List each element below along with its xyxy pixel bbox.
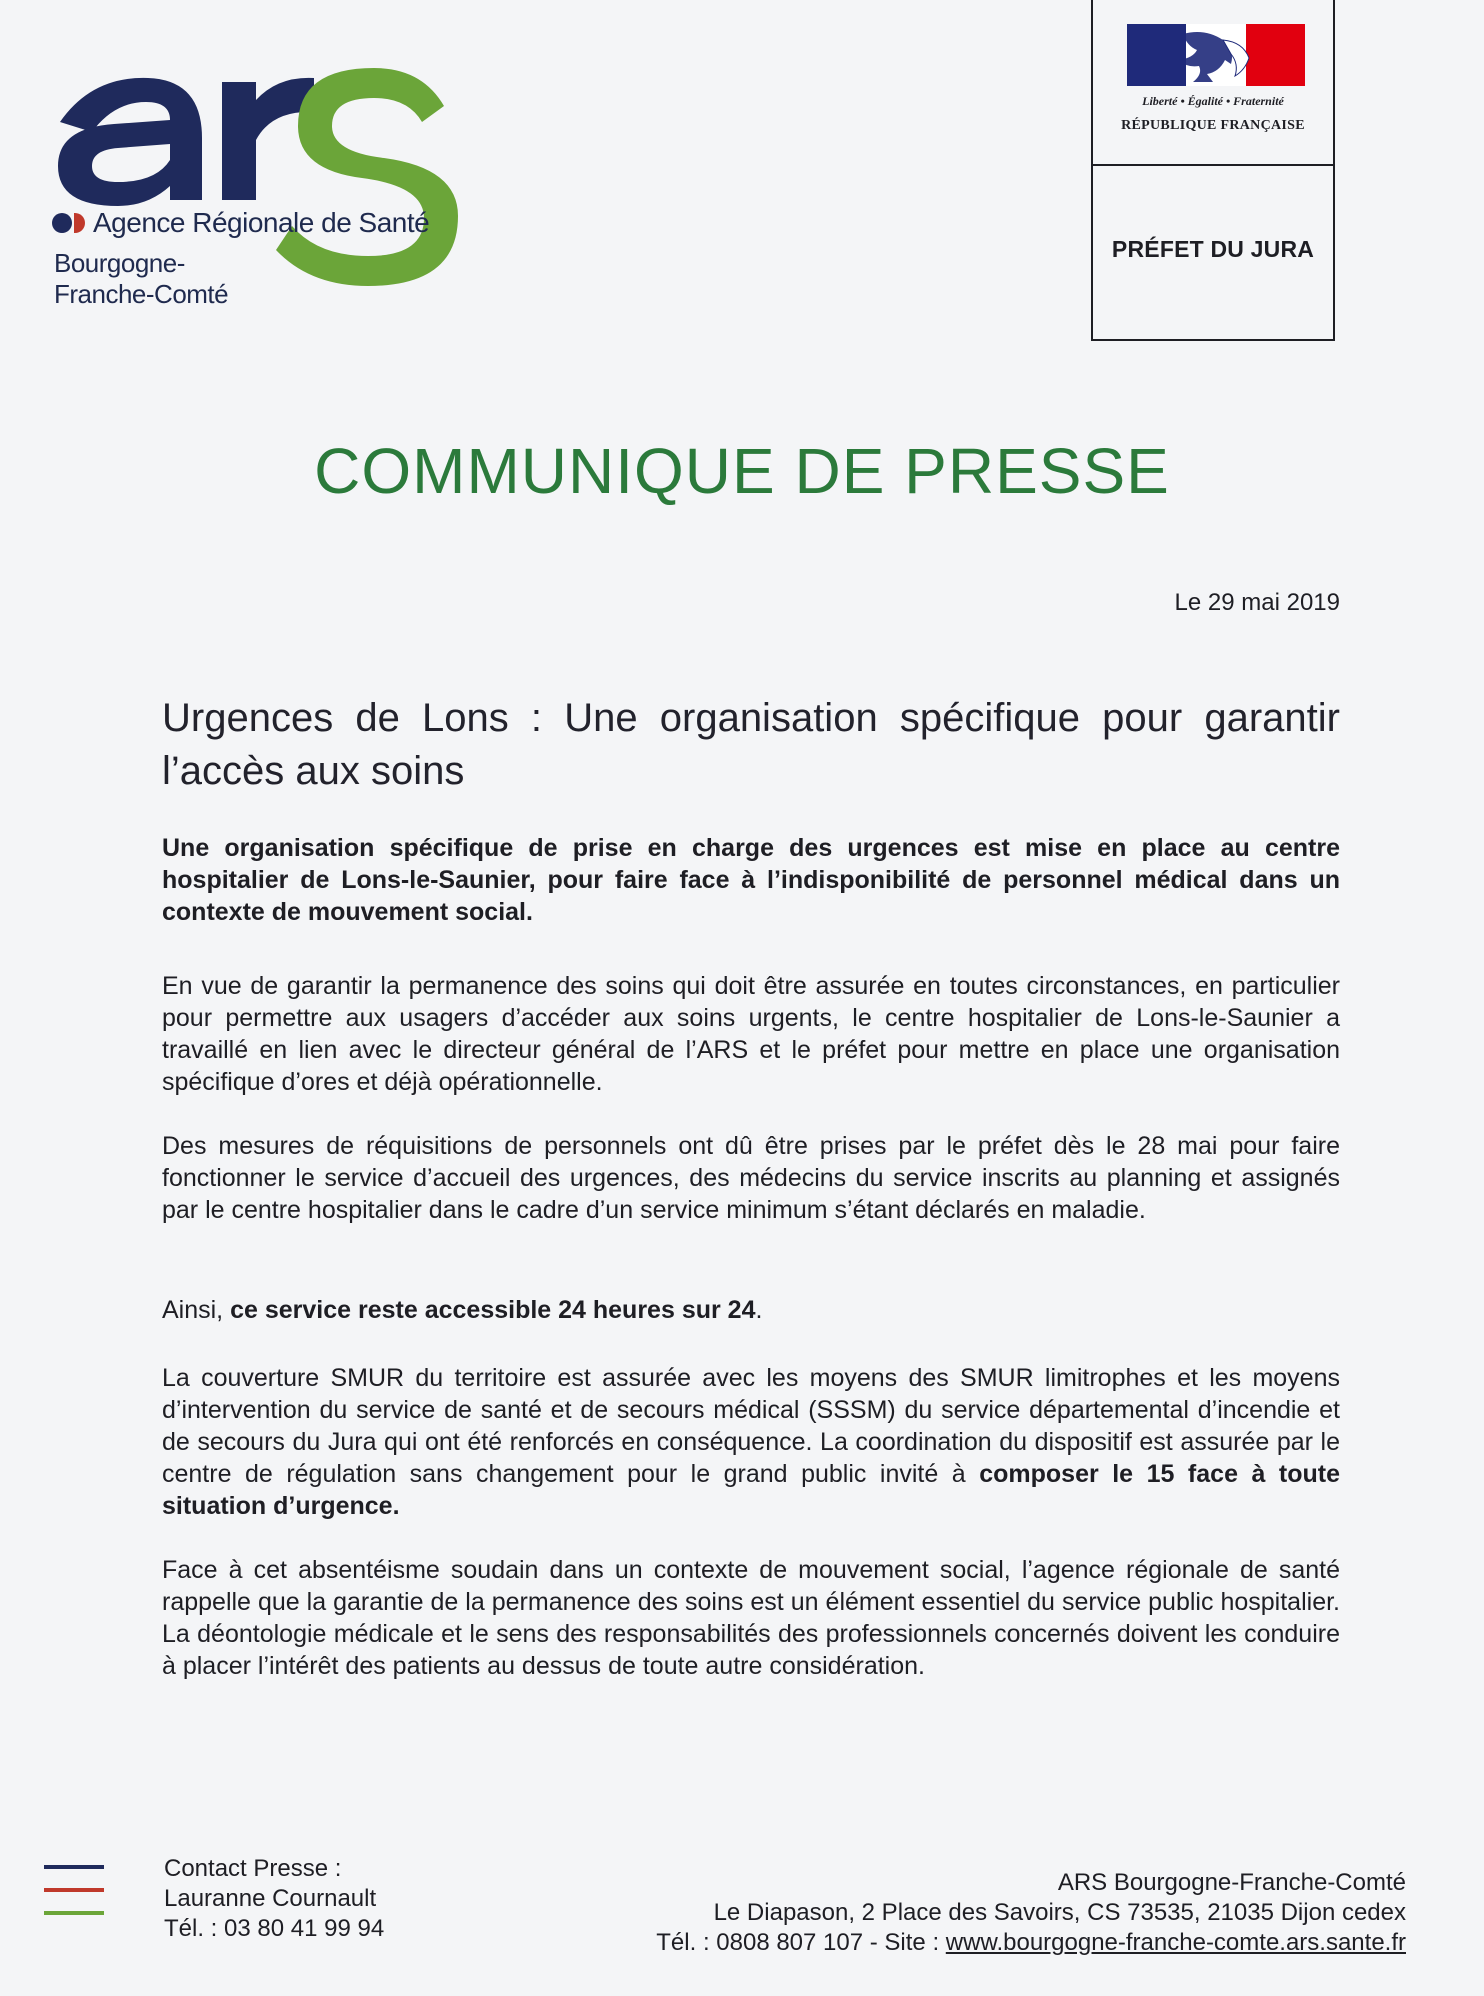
org-phone-site [656, 1928, 1406, 1958]
contact-label: Contact Presse : [164, 1855, 342, 1882]
lead-paragraph: Une organisation spécifique de prise en charge des urgences est mise en place au centre hospitalier de Lons-le-Saunier, pour faire face à l’indisponibilité de personnel médical dans un contexte de mouvement social. [162, 834, 1340, 926]
prefecture-divider [1093, 164, 1333, 166]
release-date: Le 29 mai 2019 [1174, 589, 1340, 616]
contact-phone: Tél. : 03 80 41 99 94 [164, 1915, 385, 1942]
ars-agency-name [52, 207, 429, 239]
paragraph-5: Face à cet absentéisme soudain dans un contexte de mouvement social, l’agence régionale de santé rappelle que la garantie de la permanence des soins est un élément essentiel du service public hospitalier. La déontologie médicale et le sens des responsabilités des professionnels concernés doivent les conduire à placer l’intérêt des patients au dessus de toute autre considération. [162, 1556, 1340, 1680]
org-street-address: Le Diapason, 2 Place des Savoirs, CS 73535, 21035 Dijon cedex [713, 1899, 1406, 1926]
press-release-title: COMMUNIQUE DE PRESSE [314, 435, 1170, 507]
press-contact [164, 1854, 384, 1944]
paragraph-3 [162, 1294, 1340, 1326]
org-address [656, 1868, 1406, 1958]
ars-region [54, 248, 228, 310]
republique-francaise: RÉPUBLIQUE FRANÇAISE [1121, 118, 1305, 133]
footer-line-green [44, 1911, 104, 1915]
ars-dots-icon [52, 213, 85, 233]
paragraph-4-text: La couverture SMUR du territoire est assurée avec les moyens des SMUR limitrophes et les moyens d’intervention du service de santé et de secours médical (SSSM) du service départemental d’incendie et de secours du Jura qui ont été renforcés en conséquence. La coordination du dispositif est assurée par le centre de régulation sans changement pour le grand public invité à [162, 1364, 1340, 1488]
paragraph-3-bold: ce service reste accessible 24 heures sur 24 [230, 1296, 756, 1324]
footer-color-lines [44, 1865, 104, 1934]
contact-name: Lauranne Cournault [164, 1885, 377, 1912]
marianne-flag-icon [1127, 24, 1305, 86]
paragraph-4-bold: composer le 15 face à toute situation d’urgence. [162, 1460, 1341, 1520]
prefecture-motto: Liberté • Égalité • Fraternité [1142, 94, 1284, 108]
region-line-1: Bourgogne- [54, 248, 185, 278]
website-link[interactable]: www.bourgogne-franche-comte.ars.sante.fr [945, 1929, 1406, 1956]
paragraph-4 [162, 1362, 1340, 1522]
prefecture-block [1091, 0, 1335, 341]
headline: Urgences de Lons : Une organisation spécifique pour garantir l’accès aux soins [162, 696, 1340, 793]
paragraph-1: En vue de garantir la permanence des soins qui doit être assurée en toutes circonstances, en particulier pour permettre aux usagers d’accéder aux soins urgents, le centre hospitalier de Lons-le-Saunier a travaillé en lien avec le directeur général de l’ARS et le préfet pour mettre en place une organisation spécifique d’ores et déjà opérationnelle. [162, 972, 1340, 1096]
footer-line-red [44, 1888, 104, 1892]
agency-name-text: Agence Régionale de Santé [93, 207, 430, 238]
org-name: ARS Bourgogne-Franche-Comté [1057, 1869, 1406, 1896]
footer-line-navy [44, 1865, 104, 1869]
paragraph-3-prefix: Ainsi, [162, 1296, 231, 1324]
region-line-2: Franche-Comté [54, 279, 229, 309]
paragraph-3-suffix: . [755, 1296, 763, 1324]
paragraph-2: Des mesures de réquisitions de personnels ont dû être prises par le préfet dès le 28 mai pour faire fonctionner le service d’accueil des urgences, des médecins du service inscrits au planning et assignés par le centre hospitalier dans le cadre d’un service minimum s’étant déclarés en maladie. [162, 1132, 1340, 1224]
org-phone: Tél. : 0808 807 107 - Site : [656, 1929, 946, 1956]
prefet-du-jura: PRÉFET DU JURA [1111, 236, 1315, 262]
